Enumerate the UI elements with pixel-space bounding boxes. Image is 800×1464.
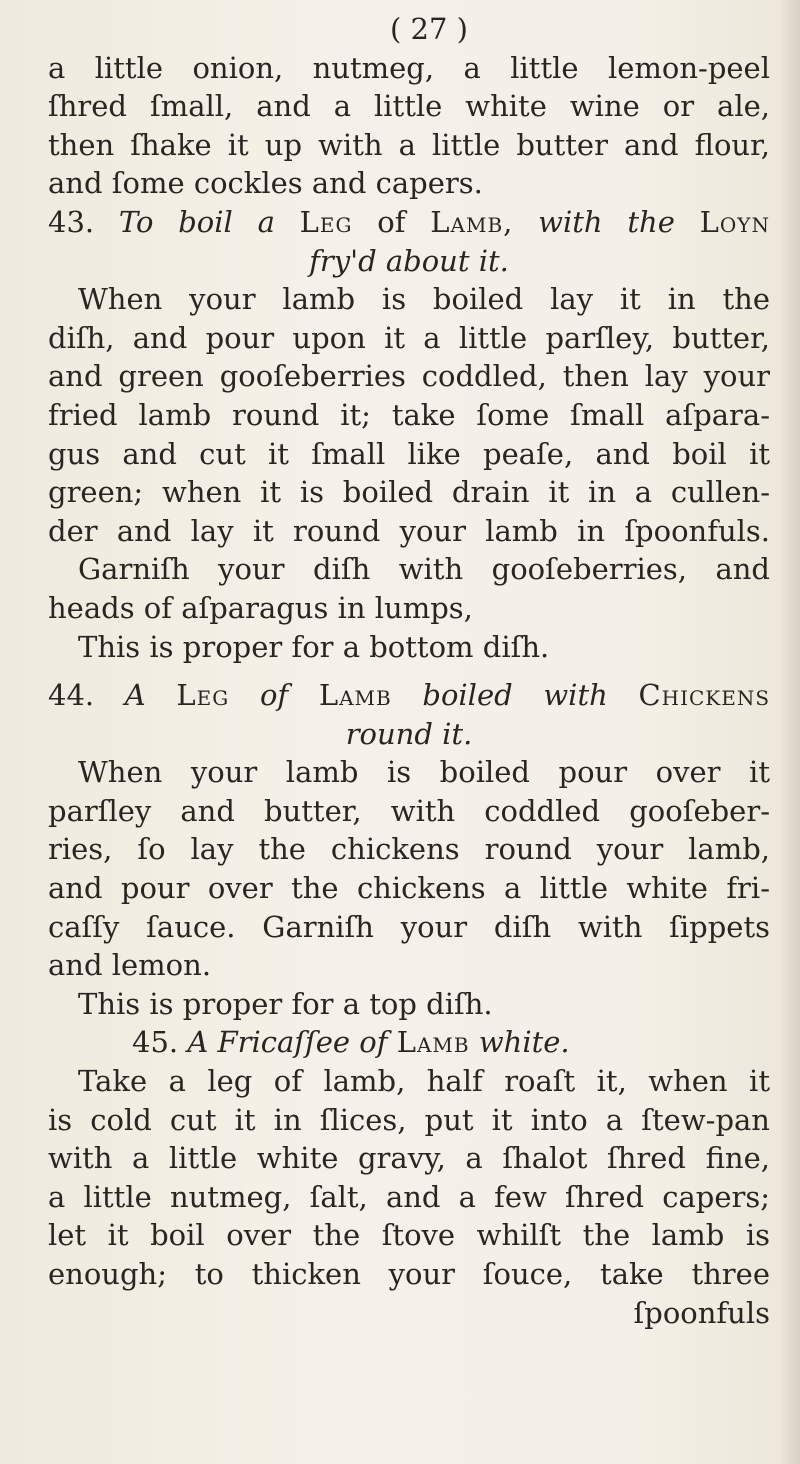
recipe-number: 43. [48,204,95,239]
recipe-number: 45. [132,1025,179,1060]
text-line: heads of aſparagus in lumps, [48,590,473,625]
heading-part: Chickens [638,678,771,713]
heading-part: of [377,204,406,239]
recipe-heading-44 [48,676,770,715]
heading-part: Lamb, [430,204,514,239]
heading-part: Leg [299,204,353,239]
text-line: parſley and butter, with coddled gooſeber- [48,793,770,828]
page-number: ( 27 ) [390,12,468,46]
heading-part: Leg [176,678,230,713]
heading-part: with the [538,204,675,239]
page-edge-shadow [780,0,800,1464]
text-line: and ſome cockles and capers. [48,166,483,201]
text-line: green; when it is boiled drain it in a cullen- [48,475,770,510]
text-line: a little onion, nutmeg, a little lemon-peel [48,50,770,85]
recipe-heading-43 [48,203,770,242]
text-line: This is proper for a top diſh. [78,986,493,1021]
text-line: der and lay it round your lamb in ſpoonfuls. [48,513,770,548]
text-line: and lemon. [48,948,212,983]
text-line: then ſhake it up with a little butter and flour, [48,127,770,162]
text-line: and pour over the chickens a little white fri- [48,871,770,906]
text-line: ſhred ſmall, and a little white wine or ale, [48,89,770,124]
page-text [48,10,770,1332]
heading-part: Lamb [396,1025,470,1060]
heading-part: To boil a [118,204,275,239]
heading-part: A [124,678,146,713]
catchword: ſpoonfuls [633,1295,770,1330]
recipe-subheading: fry'd about it. [309,243,509,278]
text-line: let it boil over the ſtove whilſt the lamb is [48,1218,770,1253]
text-line: When your lamb is boiled pour over it [78,755,770,790]
text-line: This is proper for a bottom diſh. [78,629,550,664]
text-line: When your lamb is boiled lay it in the [78,282,770,317]
text-line: Garniſh your diſh with gooſeberries, and [78,552,770,587]
text-line: is cold cut it in ſlices, put it into a ſtew-pan [48,1102,770,1137]
text-line: with a little white gravy, a ſhalot ſhred fine, [48,1141,770,1176]
spacer [48,666,770,676]
text-line: a little nutmeg, ſalt, and a few ſhred capers; [48,1179,770,1214]
text-line: and green gooſeberries coddled, then lay your [48,359,770,394]
heading-part: of [259,678,289,713]
heading-part: white. [478,1025,570,1060]
heading-part: Lamb [318,678,392,713]
text-line: gus and cut it ſmall like peaſe, and boil it [48,436,770,471]
recipe-heading-45 [48,1023,770,1062]
text-line: ries, ſo lay the chickens round your lamb, [48,832,770,867]
heading-part: Loyn [699,204,771,239]
text-line: enough; to thicken your ſouce, take three [48,1257,770,1291]
heading-part: boiled with [422,678,608,713]
recipe-number: 44. [48,678,95,713]
heading-part: A Fricaſſee of [187,1025,388,1060]
text-line: caſſy ſauce. Garniſh your diſh with ſippets [48,909,770,944]
text-line: fried lamb round it; take ſome ſmall aſpara- [48,397,770,432]
text-line: diſh, and pour upon it a little parſley, butter, [48,320,770,355]
recipe-subheading: round it. [345,716,473,751]
text-line: Take a leg of lamb, half roaſt it, when it [78,1064,770,1099]
